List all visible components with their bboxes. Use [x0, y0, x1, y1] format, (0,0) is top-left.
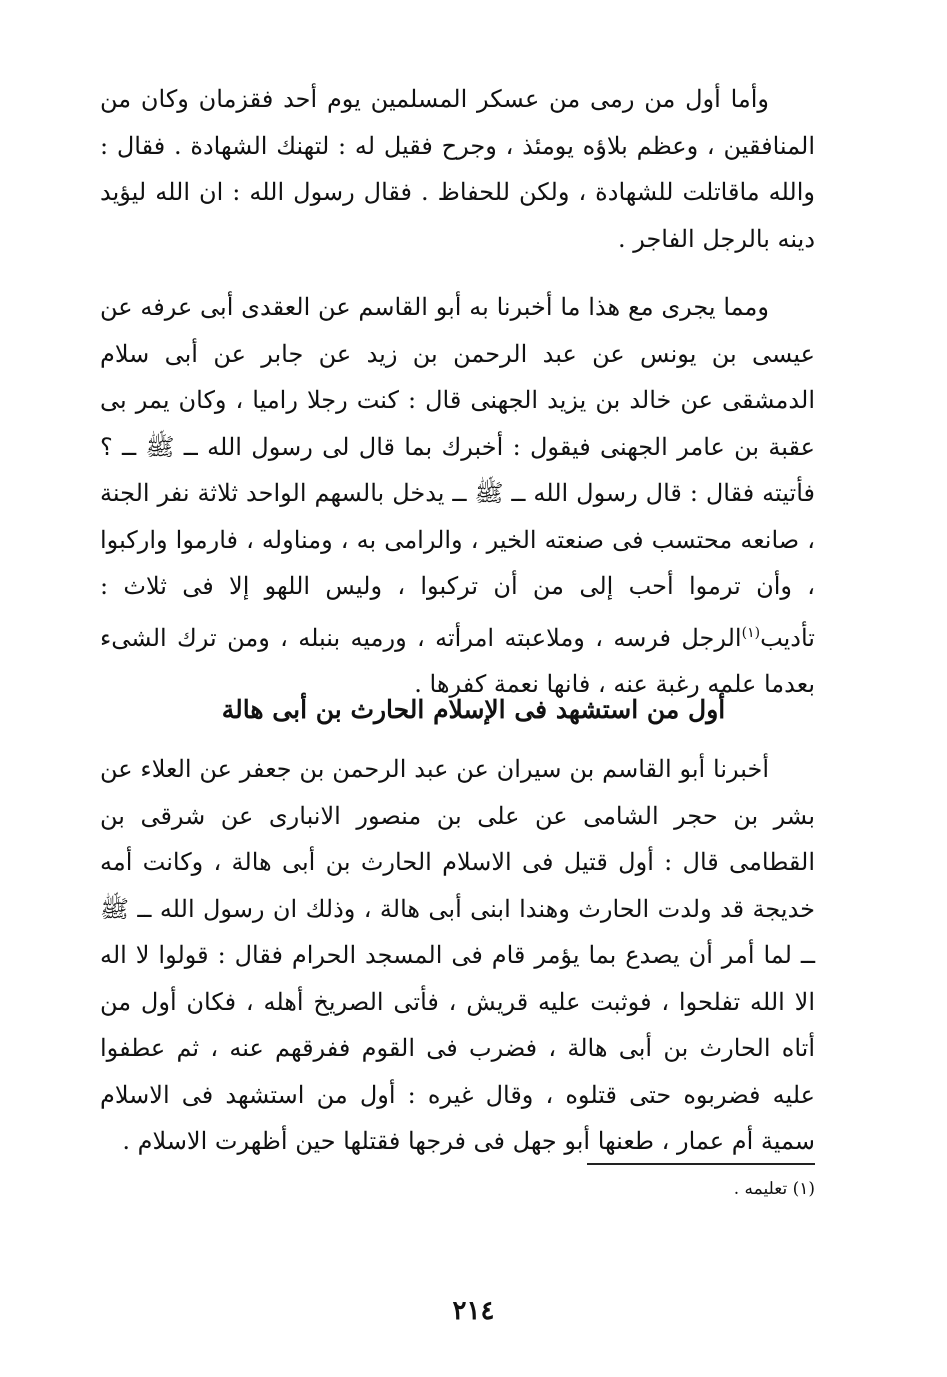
paragraph-text-part-2: الرجل فرسه ، وملاعبته امرأته ، ورميه بنبله ، ومن ترك الشىء بعدما علمه رغبة عنه ، فانها نعمة كفرها .	[100, 623, 815, 698]
paragraph-text-part-1: ومما يجرى مع هذا ما أخبرنا به أبو القاسم عن العقدى أبى عرفه عن عيسى بن يونس عن عبد الرحمن بن زيد عن جابر عن أبى سلام الدمشقى عن خالد بن يزيد الجهنى قال : كنت رجلا راميا ، وكان يمر بى عقبة بن عامر الجهنى فيقول : أخبرك بما قال لى رسول الله ــ ﷺ ــ ؟ فأتيته فقال : قال رسول الله ــ ﷺ ــ يدخل بالسهم الواحد ثلاثة نفر الجنة ، صانعه محتسب فى صنعته الخير ، والرامى به ، ومناوله ، فارموا واركبوا ، وأن ترموا أحب إلى من أن تركبوا ، وليس اللهو إلا فى ثلاث : تأديب	[100, 293, 815, 652]
paragraph-first-martyr	[100, 746, 815, 1165]
footnote-divider	[587, 1163, 815, 1165]
paragraph-qazman	[100, 76, 815, 262]
page-number: ٢١٤	[452, 1296, 495, 1326]
footnote-text: (١) تعليمه .	[733, 1179, 815, 1199]
paragraph-text: وأما أول من رمى من عسكر المسلمين يوم أحد فقزمان وكان من المنافقين ، وعظم بلاؤه يومئذ ، وجرح فقيل له : لتهنك الشهادة . فقال : والله ماقاتلت للشهادة ، ولكن للحفاظ . فقال رسول الله : ان الله ليؤيد دينه بالرجل الفاجر .	[100, 85, 815, 253]
section-heading: أول من استشهد فى الإسلام الحارث بن أبى هالة	[221, 695, 726, 724]
paragraph-archery-hadith	[100, 284, 815, 708]
paragraph-text: أخبرنا أبو القاسم بن سيران عن عبد الرحمن بن جعفر عن العلاء عن بشر بن حجر الشامى عن على بن منصور الانبارى عن شرقى بن القطامى قال : أول قتيل فى الاسلام الحارث بن أبى هالة ، وكانت أمه خديجة قد ولدت الحارث وهندا ابنى أبى هالة ، وذلك ان رسول الله ــ ﷺ ــ لما أمر أن يصدع بما يؤمر قام فى المسجد الحرام فقال : قولوا لا اله الا الله تفلحوا ، فوثبت عليه قريش ، فأتى الصريخ أهله ، فكان أول من أتاه الحارث بن أبى هالة ، فضرب فى القوم ففرقهم عنه ، ثم عطفوا عليه فضربوه حتى قتلوه ، وقال غيره : أول من استشهد فى الاسلام سمية أم عمار ، طعنها أبو جهل فى فرجها فقتلها حين أظهرت الاسلام .	[100, 755, 815, 1155]
paragraph-text	[100, 284, 815, 708]
footnote-marker: (١)	[741, 624, 761, 641]
